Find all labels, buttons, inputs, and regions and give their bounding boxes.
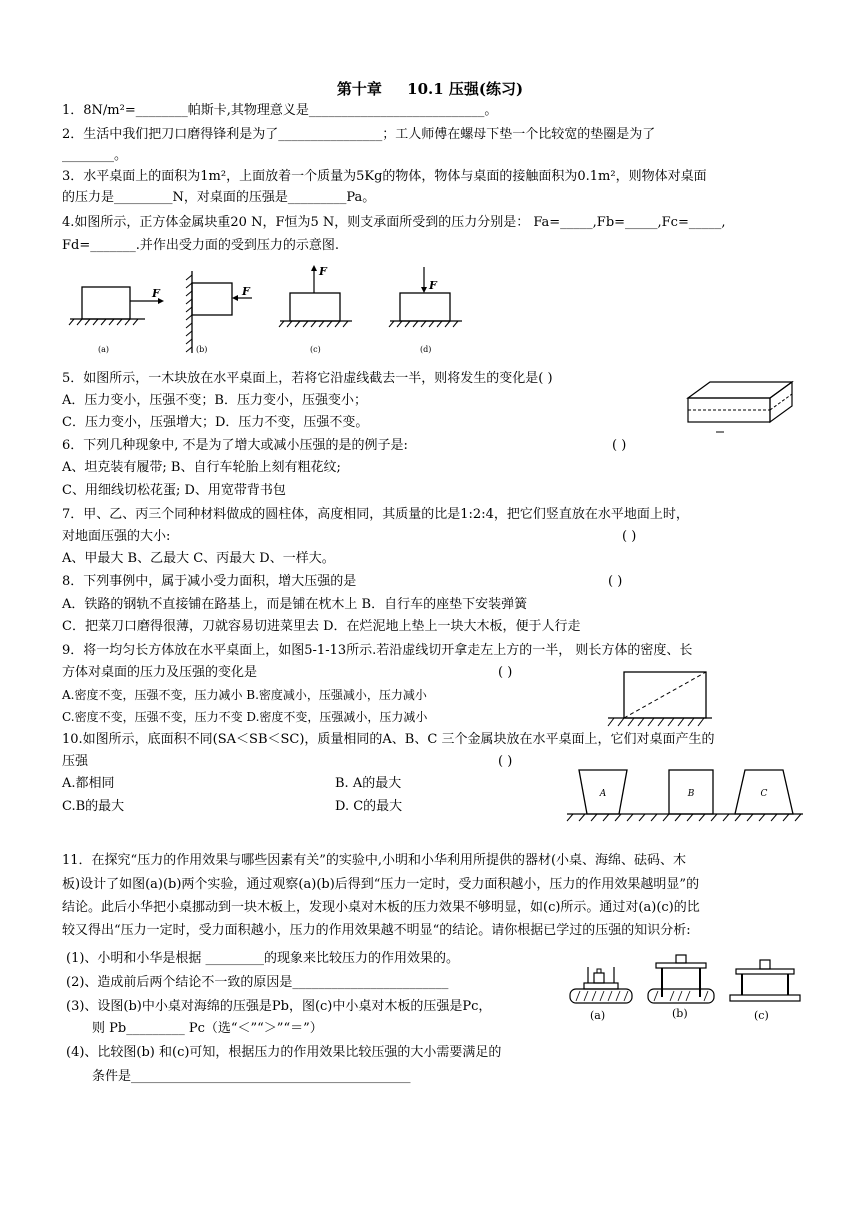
question-4-line-2: Fd=_______.并作出受力面的受到压力的示意图. <box>62 238 339 253</box>
question-7-options: A、甲最大 B、乙最大 C、丙最大 D、一样大。 <box>62 551 335 566</box>
question-9-options-ab: A.密度不变，压强不变，压力减小 B.密度减小，压强减小，压力减小 <box>62 688 427 702</box>
section-title: 10.1 压强(练习) <box>407 80 524 98</box>
figure-d <box>389 267 462 354</box>
question-10-option-a: A.都相同 <box>62 776 115 791</box>
figure-b <box>186 271 252 354</box>
block-a-label: A <box>599 789 607 799</box>
question-5-block-figure <box>686 380 796 435</box>
force-label-a: F <box>152 287 160 300</box>
question-4-line-1: 4.如图所示，正方体金属块重20 N，F恒为5 N，则支承面所受到的压力分别是： Fa=_____,Fb=_____,Fc=_____, <box>62 215 726 230</box>
force-label-c: F <box>319 265 327 278</box>
figure-d-label: (d) <box>420 345 432 354</box>
question-7-line-2: 对地面压强的大小: <box>62 529 171 544</box>
question-2-line-2: ________。 <box>62 148 128 163</box>
experiment-c <box>730 960 800 1022</box>
question-9-line-1: 9．将一均匀长方体放在水平桌面上，如图5-1-13所示.若沿虚线切开拿走左上方的一半， 则长方体的密度、长 <box>62 643 693 658</box>
question-11-line-1: 11．在探究“压力的作用效果与哪些因素有关”的实验中,小明和小华利用所提供的器材(小桌、海绵、砝码、木 <box>62 853 687 868</box>
question-5-options-ab: A．压力变小，压强不变；B．压力变小，压强变小； <box>62 393 367 408</box>
question-8-stem: 8．下列事例中，属于减小受力面积，增大压强的是 <box>62 574 357 589</box>
question-9-answer-paren: ( ) <box>498 665 513 680</box>
experiment-a <box>570 967 632 1022</box>
question-10-answer-paren: ( ) <box>498 754 513 769</box>
block-b-label: B <box>687 789 695 799</box>
question-11-figures <box>566 955 806 1035</box>
question-11-part-2: (2)、造成前后两个结论不一致的原因是________________________ <box>66 975 449 990</box>
question-4-figures <box>60 255 460 360</box>
question-10-option-d: D. C的最大 <box>335 799 403 814</box>
question-6-options-cd: C、用细线切松花蛋; D、用宽带背书包 <box>62 483 286 498</box>
question-7-line-1: 7．甲、乙、丙三个同种材料做成的圆柱体，高度相同，其质量的比是1:2:4，把它们竖直放在水平地面上时， <box>62 507 689 522</box>
question-10-figure <box>565 766 805 822</box>
experiment-b-label: (b) <box>672 1007 688 1020</box>
figure-a <box>69 287 164 354</box>
question-2-line-1: 2．生活中我们把刀口磨得锋利是为了________________；工人师傅在螺母下垫一个比较宽的垫圈是为了 <box>62 127 656 142</box>
question-11-part-4-line-1: (4)、比较图(b) 和(c)可知，根据压力的作用效果比较压强的大小需要满足的 <box>66 1045 502 1060</box>
question-9-line-2: 方体对桌面的压力及压强的变化是 <box>62 665 258 680</box>
question-5-stem: 5．如图所示，一木块放在水平桌面上，若将它沿虚线截去一半，则将发生的变化是( ) <box>62 371 553 386</box>
question-6-stem: 6．下列几种现象中, 不是为了增大或减小压强的是的例子是: <box>62 438 408 453</box>
question-11-part-1: (1)、小明和小华是根据 _________的现象来比较压力的作用效果的。 <box>66 951 460 966</box>
question-11-part-4-line-2: 条件是___________________________________________ <box>92 1069 411 1084</box>
question-1: 1．8N/m²=________帕斯卡,其物理意义是___________________________。 <box>62 103 498 118</box>
question-10-option-b: B. A的最大 <box>335 776 402 791</box>
force-label-b: F <box>242 285 250 298</box>
question-6-answer-paren: ( ) <box>612 438 627 453</box>
question-9-options-cd: C.密度不变，压强不变，压力不变 D.密度不变，压强减小，压力减小 <box>62 710 428 724</box>
question-11-line-4: 较又得出“压力一定时，受力面积越小，压力的作用效果越不明显“的结论。请你根据已学过的压强的知识分析: <box>62 923 691 938</box>
force-label-d: F <box>429 279 437 292</box>
question-8-options-ab: A．铁路的钢轨不直接铺在路基上，而是铺在枕木上 B．自行车的座垫下安装弹簧 <box>62 597 528 612</box>
question-3-line-2: 的压力是_________N，对桌面的压强是_________Pa。 <box>62 190 376 205</box>
experiment-b <box>648 955 714 1020</box>
figure-c <box>279 265 352 354</box>
question-5-options-cd: C．压力变小，压强增大；D．压力不变，压强不变。 <box>62 415 369 430</box>
experiment-a-label: (a) <box>590 1009 606 1022</box>
question-11-line-2: 板)设计了如图(a)(b)两个实验，通过观察(a)(b)后得到“压力一定时，受力面积越小，压力的作用效果越明显”的 <box>62 877 700 892</box>
chapter-title: 第十章 <box>336 80 382 98</box>
question-6-options-ab: A、坦克装有履带; B、自行车轮胎上刻有粗花纹; <box>62 460 341 475</box>
question-9-figure <box>604 664 714 732</box>
page-title <box>0 78 860 99</box>
question-11-part-3-line-2: 则 Pb_________ Pc（选“＜”“＞”“＝”） <box>92 1021 323 1036</box>
question-11-part-3-line-1: (3)、设图(b)中小桌对海绵的压强是Pb，图(c)中小桌对木板的压强是Pc， <box>66 999 492 1014</box>
block-c-label: C <box>760 789 768 799</box>
question-8-options-cd: C．把菜刀口磨得很薄，刀就容易切进菜里去 D．在烂泥地上垫上一块大木板，便于人行走 <box>62 619 581 634</box>
question-10-option-c: C.B的最大 <box>62 799 125 814</box>
question-11-line-3: 结论。此后小华把小桌挪动到一块木板上，发现小桌对木板的压力效果不够明显，如(c)所示。通过对(a)(c)的比 <box>62 900 700 915</box>
experiment-c-label: (c) <box>754 1009 769 1022</box>
question-7-answer-paren: ( ) <box>622 529 637 544</box>
question-8-answer-paren: ( ) <box>608 574 623 589</box>
question-10-line-1: 10.如图所示，底面积不同(SA＜SB＜SC)，质量相同的A、B、C 三个金属块放在水平桌面上，它们对桌面产生的 <box>62 732 715 747</box>
figure-c-label: (c) <box>310 345 321 354</box>
question-3-line-1: 3．水平桌面上的面积为1m²，上面放着一个质量为5Kg的物体，物体与桌面的接触面积为0.1m²，则物体对桌面 <box>62 169 707 184</box>
question-10-line-2: 压强 <box>62 754 89 769</box>
figure-a-label: (a) <box>98 345 110 354</box>
figure-b-label: (b) <box>196 345 208 354</box>
